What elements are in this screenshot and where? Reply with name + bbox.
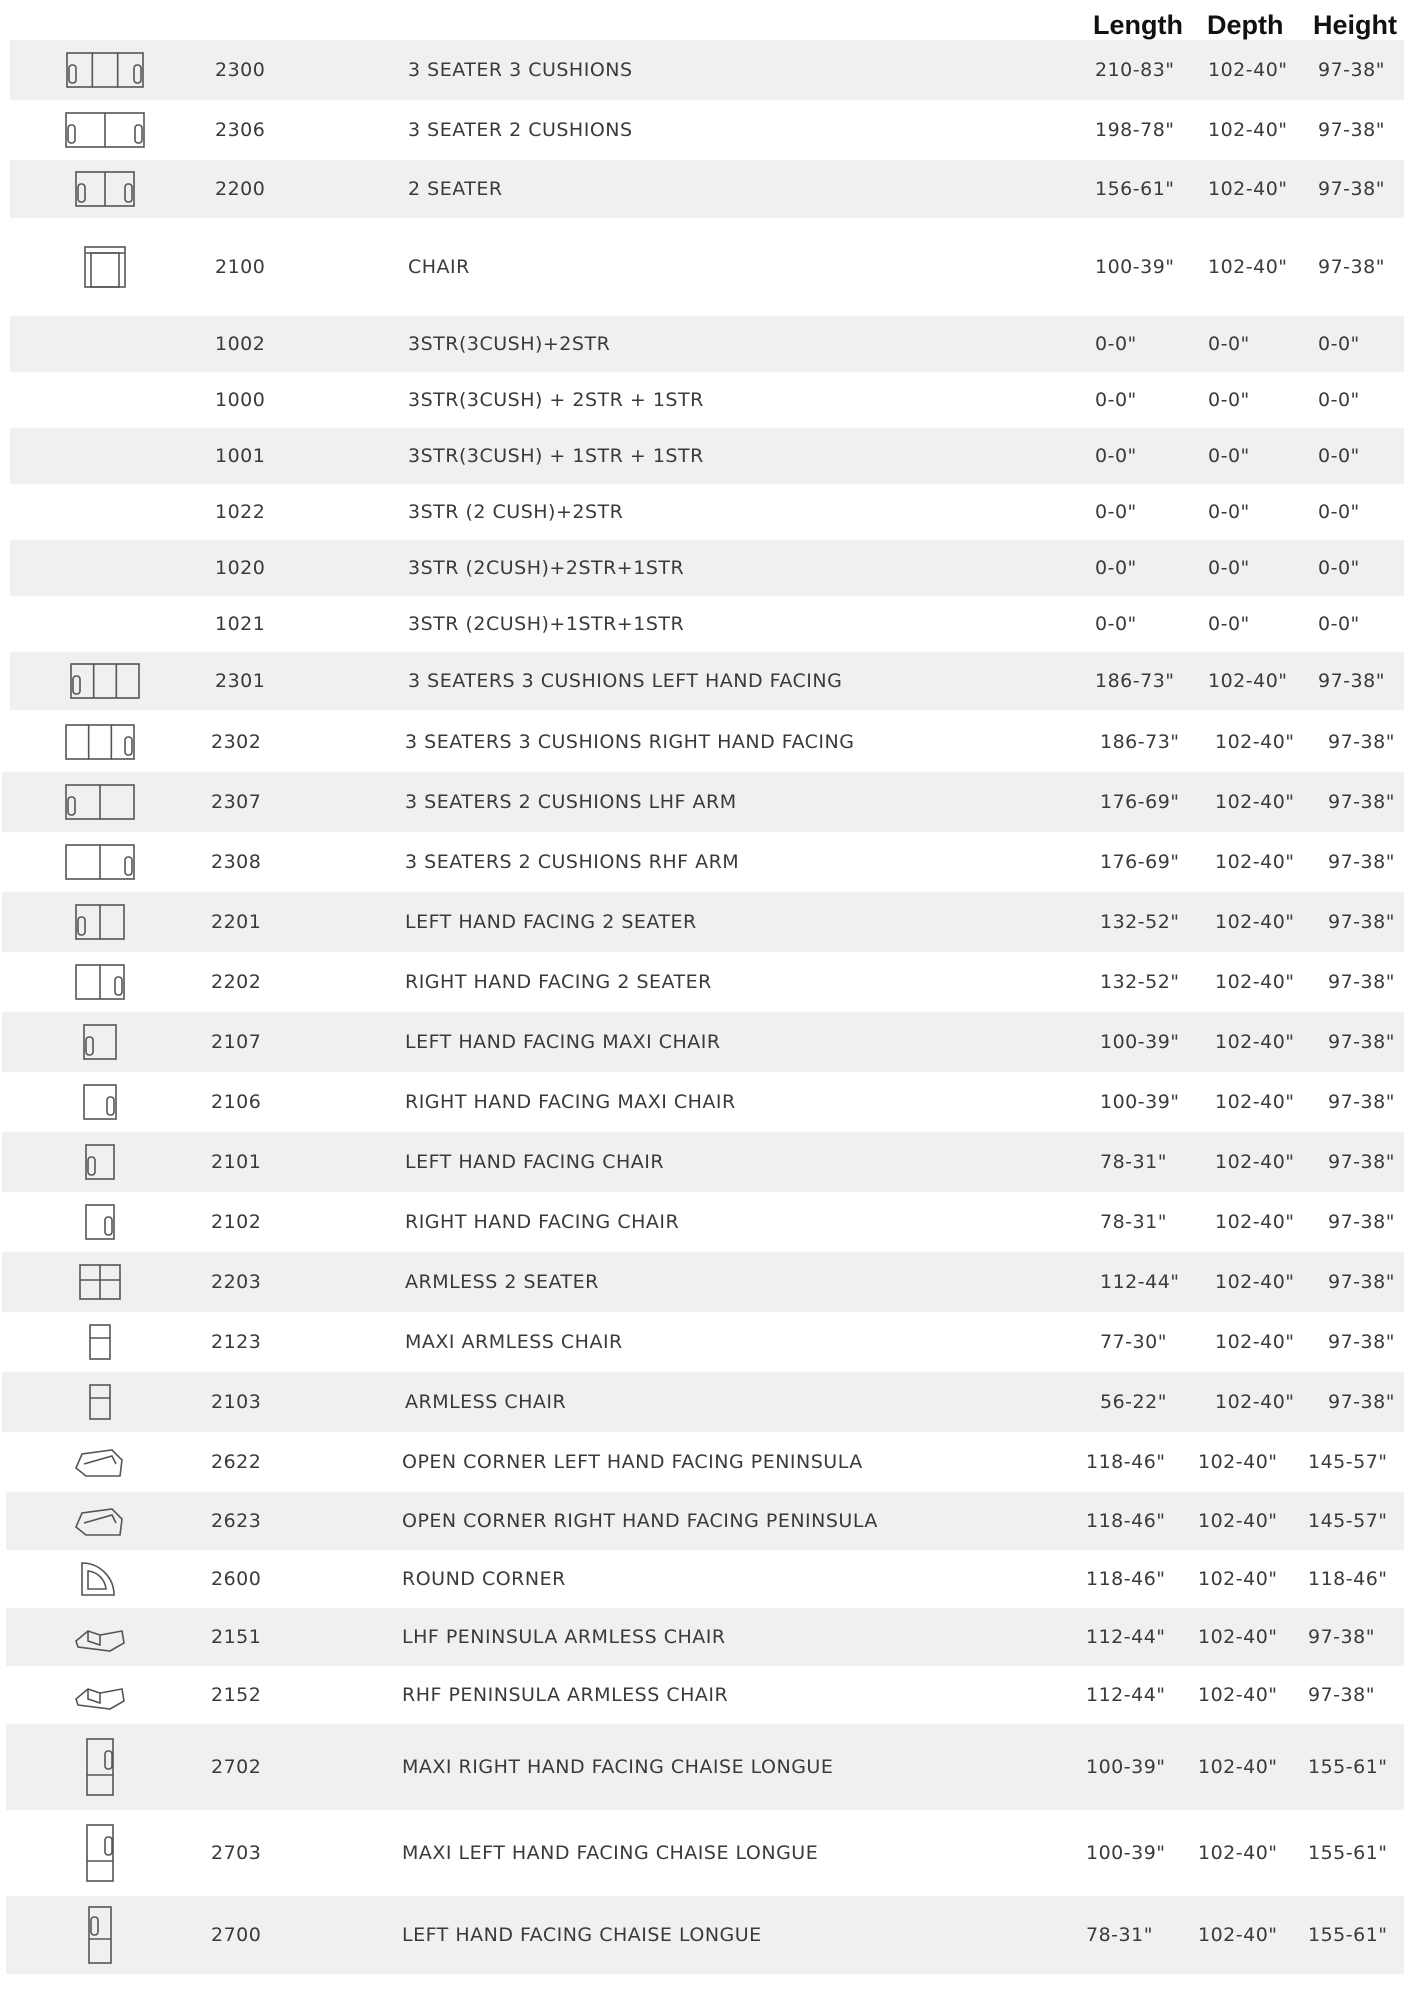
height-value: 0-0"	[1318, 445, 1360, 467]
height-value: 97-38"	[1328, 971, 1395, 993]
height-value: 97-38"	[1328, 1031, 1395, 1053]
height-value: 97-38"	[1328, 1331, 1395, 1353]
product-code: 2302	[211, 731, 262, 753]
header-length: Length	[1093, 10, 1183, 40]
table-row	[6, 1896, 1404, 1974]
height-value: 97-38"	[1328, 791, 1395, 813]
product-code: 2106	[211, 1091, 262, 1113]
product-description: LEFT HAND FACING CHAISE LONGUE	[402, 1924, 762, 1946]
depth-value: 0-0"	[1208, 333, 1250, 355]
depth-value: 102-40"	[1215, 1391, 1295, 1413]
product-description: RIGHT HAND FACING MAXI CHAIR	[405, 1091, 736, 1113]
product-code: 1020	[215, 557, 266, 579]
depth-value: 102-40"	[1198, 1756, 1278, 1778]
depth-value: 102-40"	[1215, 851, 1295, 873]
sofa-3-seat-rhf-icon	[64, 722, 136, 762]
sofa-3-seat-3-cushion-icon	[65, 50, 145, 90]
length-value: 100-39"	[1095, 256, 1175, 278]
length-value: 118-46"	[1086, 1451, 1166, 1473]
depth-value: 102-40"	[1208, 59, 1288, 81]
depth-value: 102-40"	[1198, 1626, 1278, 1648]
product-description: 3 SEATERS 2 CUSHIONS RHF ARM	[405, 851, 740, 873]
depth-value: 102-40"	[1208, 119, 1288, 141]
product-description: LEFT HAND FACING MAXI CHAIR	[405, 1031, 721, 1053]
chair-rhf-icon	[84, 1202, 116, 1242]
table-row	[10, 540, 1404, 596]
product-code: 1002	[215, 333, 266, 355]
chair-icon	[60, 218, 150, 316]
table-row	[10, 652, 1404, 710]
length-value: 100-39"	[1100, 1031, 1180, 1053]
rhf-peninsula-armless-chair-icon	[72, 1675, 128, 1715]
height-value: 0-0"	[1318, 613, 1360, 635]
sofa-3-seat-2-cushion-icon	[60, 100, 150, 160]
depth-value: 0-0"	[1208, 445, 1250, 467]
round-corner-icon	[60, 1550, 140, 1608]
table-row	[6, 1810, 1404, 1896]
maxi-chaise-lhf-icon	[60, 1810, 140, 1896]
chair-icon	[81, 243, 129, 291]
length-value: 112-44"	[1086, 1684, 1166, 1706]
product-description: 3 SEATER 3 CUSHIONS	[408, 59, 633, 81]
product-description: ARMLESS 2 SEATER	[405, 1271, 599, 1293]
product-code: 2600	[211, 1568, 262, 1590]
table-row	[2, 1252, 1404, 1312]
table-row	[10, 484, 1404, 540]
length-value: 156-61"	[1095, 178, 1175, 200]
product-description: 3 SEATER 2 CUSHIONS	[408, 119, 633, 141]
depth-value: 102-40"	[1198, 1568, 1278, 1590]
height-value: 155-61"	[1308, 1842, 1388, 1864]
depth-value: 102-40"	[1198, 1684, 1278, 1706]
product-description: 3STR (2CUSH)+2STR+1STR	[408, 557, 685, 579]
product-code: 2103	[211, 1391, 262, 1413]
table-row	[2, 772, 1404, 832]
header-height: Height	[1313, 10, 1397, 40]
open-corner-lhf-peninsula-icon	[72, 1442, 128, 1482]
height-value: 0-0"	[1318, 557, 1360, 579]
product-code: 2100	[215, 256, 266, 278]
maxi-armless-chair-icon	[87, 1322, 113, 1362]
open-corner-rhf-peninsula-icon	[72, 1501, 128, 1541]
height-value: 0-0"	[1318, 333, 1360, 355]
table-row	[2, 1372, 1404, 1432]
product-code: 2307	[211, 791, 262, 813]
length-value: 78-31"	[1100, 1211, 1167, 1233]
height-value: 118-46"	[1308, 1568, 1388, 1590]
depth-value: 102-40"	[1215, 1091, 1295, 1113]
armless-chair-icon	[60, 1372, 140, 1432]
sofa-2-seat-lhf-icon	[74, 902, 126, 942]
sofa-3-seat-2-cushion-rhf-icon	[60, 832, 140, 892]
product-description: 3 SEATERS 2 CUSHIONS LHF ARM	[405, 791, 737, 813]
product-description: 3 SEATERS 3 CUSHIONS RIGHT HAND FACING	[405, 731, 855, 753]
product-description: LEFT HAND FACING CHAIR	[405, 1151, 665, 1173]
product-description: LHF PENINSULA ARMLESS CHAIR	[402, 1626, 726, 1648]
height-value: 97-38"	[1328, 1271, 1395, 1293]
table-row	[6, 1492, 1404, 1550]
product-code: 2306	[215, 119, 266, 141]
height-value: 0-0"	[1318, 501, 1360, 523]
product-code: 2107	[211, 1031, 262, 1053]
length-value: 78-31"	[1100, 1151, 1167, 1173]
depth-value: 102-40"	[1208, 670, 1288, 692]
product-description: ROUND CORNER	[402, 1568, 566, 1590]
depth-value: 102-40"	[1215, 791, 1295, 813]
product-code: 2102	[211, 1211, 262, 1233]
product-description: MAXI LEFT HAND FACING CHAISE LONGUE	[402, 1842, 819, 1864]
depth-value: 102-40"	[1208, 178, 1288, 200]
product-description: RIGHT HAND FACING 2 SEATER	[405, 971, 712, 993]
product-description: 3 SEATERS 3 CUSHIONS LEFT HAND FACING	[408, 670, 843, 692]
depth-value: 102-40"	[1215, 1031, 1295, 1053]
length-value: 132-52"	[1100, 971, 1180, 993]
height-value: 155-61"	[1308, 1924, 1388, 1946]
depth-value: 102-40"	[1198, 1510, 1278, 1532]
table-row	[10, 596, 1404, 652]
product-description: 3STR (2 CUSH)+2STR	[408, 501, 624, 523]
table-row	[2, 1072, 1404, 1132]
depth-value: 0-0"	[1208, 557, 1250, 579]
depth-value: 102-40"	[1215, 911, 1295, 933]
product-code: 1001	[215, 445, 266, 467]
product-description: RIGHT HAND FACING CHAIR	[405, 1211, 680, 1233]
depth-value: 0-0"	[1208, 613, 1250, 635]
length-value: 0-0"	[1095, 557, 1137, 579]
table-row	[2, 1132, 1404, 1192]
table-row	[10, 100, 1404, 160]
depth-value: 102-40"	[1215, 731, 1295, 753]
length-value: 210-83"	[1095, 59, 1175, 81]
product-code: 1021	[215, 613, 266, 635]
product-code: 2308	[211, 851, 262, 873]
round-corner-icon	[76, 1557, 124, 1601]
chair-rhf-icon	[60, 1192, 140, 1252]
product-description: 3STR(3CUSH)+2STR	[408, 333, 611, 355]
depth-value: 102-40"	[1215, 1331, 1295, 1353]
maxi-chaise-rhf-icon	[83, 1735, 117, 1799]
table-row	[2, 952, 1404, 1012]
height-value: 97-38"	[1318, 256, 1385, 278]
sofa-3-seat-lhf-icon	[60, 652, 150, 710]
length-value: 0-0"	[1095, 445, 1137, 467]
product-description: RHF PENINSULA ARMLESS CHAIR	[402, 1684, 729, 1706]
depth-value: 102-40"	[1215, 1151, 1295, 1173]
height-value: 145-57"	[1308, 1510, 1388, 1532]
length-value: 100-39"	[1086, 1842, 1166, 1864]
length-value: 118-46"	[1086, 1510, 1166, 1532]
lhf-peninsula-armless-chair-icon	[60, 1608, 140, 1666]
armless-2-seat-icon	[78, 1262, 122, 1302]
armless-2-seat-icon	[60, 1252, 140, 1312]
length-value: 0-0"	[1095, 333, 1137, 355]
height-value: 97-38"	[1328, 851, 1395, 873]
product-description: 2 SEATER	[408, 178, 503, 200]
maxi-chaise-lhf-icon	[83, 1821, 117, 1885]
product-code: 2300	[215, 59, 266, 81]
length-value: 0-0"	[1095, 613, 1137, 635]
length-value: 100-39"	[1086, 1756, 1166, 1778]
product-description: LEFT HAND FACING 2 SEATER	[405, 911, 697, 933]
sofa-3-seat-3-cushion-icon	[60, 40, 150, 100]
depth-value: 102-40"	[1215, 1211, 1295, 1233]
product-description: CHAIR	[408, 256, 470, 278]
product-description: 3STR(3CUSH) + 2STR + 1STR	[408, 389, 704, 411]
product-description: ARMLESS CHAIR	[405, 1391, 567, 1413]
product-code: 2101	[211, 1151, 262, 1173]
length-value: 112-44"	[1100, 1271, 1180, 1293]
height-value: 97-38"	[1328, 1391, 1395, 1413]
product-description: 3STR (2CUSH)+1STR+1STR	[408, 613, 685, 635]
table-row	[2, 712, 1404, 772]
product-description: OPEN CORNER LEFT HAND FACING PENINSULA	[402, 1451, 863, 1473]
length-value: 0-0"	[1095, 389, 1137, 411]
product-code: 2703	[211, 1842, 262, 1864]
table-row	[10, 218, 1404, 316]
table-row	[10, 160, 1404, 218]
chair-lhf-icon	[84, 1142, 116, 1182]
product-description: 3STR(3CUSH) + 1STR + 1STR	[408, 445, 704, 467]
table-row	[2, 1312, 1404, 1372]
length-value: 77-30"	[1100, 1331, 1167, 1353]
table-row	[6, 1550, 1404, 1608]
product-code: 2301	[215, 670, 266, 692]
product-code: 1022	[215, 501, 266, 523]
maxi-chair-rhf-icon	[82, 1082, 118, 1122]
maxi-chair-lhf-icon	[82, 1022, 118, 1062]
depth-value: 0-0"	[1208, 501, 1250, 523]
height-value: 97-38"	[1318, 119, 1385, 141]
sofa-2-seat-icon	[60, 160, 150, 218]
sofa-3-seat-lhf-icon	[69, 661, 141, 701]
open-corner-lhf-peninsula-icon	[60, 1432, 140, 1492]
depth-value: 0-0"	[1208, 389, 1250, 411]
table-row	[6, 1608, 1404, 1666]
chaise-lhf-icon	[60, 1896, 140, 1974]
table-row	[10, 316, 1404, 372]
depth-value: 102-40"	[1198, 1451, 1278, 1473]
product-code: 1000	[215, 389, 266, 411]
length-value: 78-31"	[1086, 1924, 1153, 1946]
height-value: 97-38"	[1328, 1091, 1395, 1113]
header-depth: Depth	[1207, 10, 1284, 40]
table-row	[10, 428, 1404, 484]
depth-value: 102-40"	[1215, 1271, 1295, 1293]
height-value: 145-57"	[1308, 1451, 1388, 1473]
height-value: 97-38"	[1308, 1626, 1375, 1648]
length-value: 118-46"	[1086, 1568, 1166, 1590]
depth-value: 102-40"	[1198, 1924, 1278, 1946]
length-value: 198-78"	[1095, 119, 1175, 141]
height-value: 97-38"	[1328, 1151, 1395, 1173]
sofa-3-seat-2-cushion-rhf-icon	[64, 842, 136, 882]
height-value: 97-38"	[1308, 1684, 1375, 1706]
open-corner-rhf-peninsula-icon	[60, 1492, 140, 1550]
product-code: 2623	[211, 1510, 262, 1532]
height-value: 97-38"	[1318, 178, 1385, 200]
sofa-2-seat-rhf-icon	[74, 962, 126, 1002]
product-code: 2151	[211, 1626, 262, 1648]
product-code: 2200	[215, 178, 266, 200]
chaise-lhf-icon	[85, 1903, 115, 1967]
product-code: 2700	[211, 1924, 262, 1946]
length-value: 186-73"	[1100, 731, 1180, 753]
product-code: 2203	[211, 1271, 262, 1293]
length-value: 100-39"	[1100, 1091, 1180, 1113]
product-description: MAXI ARMLESS CHAIR	[405, 1331, 623, 1353]
lhf-peninsula-armless-chair-icon	[72, 1617, 128, 1657]
length-value: 176-69"	[1100, 791, 1180, 813]
table-row	[6, 1432, 1404, 1492]
armless-chair-icon	[87, 1382, 113, 1422]
product-code: 2201	[211, 911, 262, 933]
product-code: 2123	[211, 1331, 262, 1353]
length-value: 112-44"	[1086, 1626, 1166, 1648]
length-value: 132-52"	[1100, 911, 1180, 933]
depth-value: 102-40"	[1208, 256, 1288, 278]
table-row	[2, 832, 1404, 892]
height-value: 97-38"	[1328, 731, 1395, 753]
sofa-2-seat-lhf-icon	[60, 892, 140, 952]
sofa-3-seat-2-cushion-lhf-icon	[64, 782, 136, 822]
sofa-3-seat-rhf-icon	[60, 712, 140, 772]
table-row	[6, 1724, 1404, 1810]
product-description: OPEN CORNER RIGHT HAND FACING PENINSULA	[402, 1510, 878, 1532]
height-value: 97-38"	[1328, 911, 1395, 933]
maxi-chaise-rhf-icon	[60, 1724, 140, 1810]
product-code: 2152	[211, 1684, 262, 1706]
sofa-3-seat-2-cushion-lhf-icon	[60, 772, 140, 832]
length-value: 56-22"	[1100, 1391, 1167, 1413]
table-row	[6, 1666, 1404, 1724]
length-value: 186-73"	[1095, 670, 1175, 692]
table-row	[10, 372, 1404, 428]
table-row	[2, 1192, 1404, 1252]
product-code: 2702	[211, 1756, 262, 1778]
table-row	[2, 1012, 1404, 1072]
height-value: 0-0"	[1318, 389, 1360, 411]
height-value: 97-38"	[1328, 1211, 1395, 1233]
table-row	[10, 40, 1404, 100]
product-code: 2202	[211, 971, 262, 993]
maxi-chair-lhf-icon	[60, 1012, 140, 1072]
length-value: 0-0"	[1095, 501, 1137, 523]
depth-value: 102-40"	[1215, 971, 1295, 993]
height-value: 97-38"	[1318, 59, 1385, 81]
sofa-2-seat-rhf-icon	[60, 952, 140, 1012]
sofa-3-seat-2-cushion-icon	[64, 110, 146, 150]
depth-value: 102-40"	[1198, 1842, 1278, 1864]
product-code: 2622	[211, 1451, 262, 1473]
height-value: 97-38"	[1318, 670, 1385, 692]
sofa-2-seat-icon	[74, 169, 136, 209]
maxi-chair-rhf-icon	[60, 1072, 140, 1132]
rhf-peninsula-armless-chair-icon	[60, 1666, 140, 1724]
height-value: 155-61"	[1308, 1756, 1388, 1778]
table-row	[2, 892, 1404, 952]
maxi-armless-chair-icon	[60, 1312, 140, 1372]
product-description: MAXI RIGHT HAND FACING CHAISE LONGUE	[402, 1756, 834, 1778]
length-value: 176-69"	[1100, 851, 1180, 873]
chair-lhf-icon	[60, 1132, 140, 1192]
